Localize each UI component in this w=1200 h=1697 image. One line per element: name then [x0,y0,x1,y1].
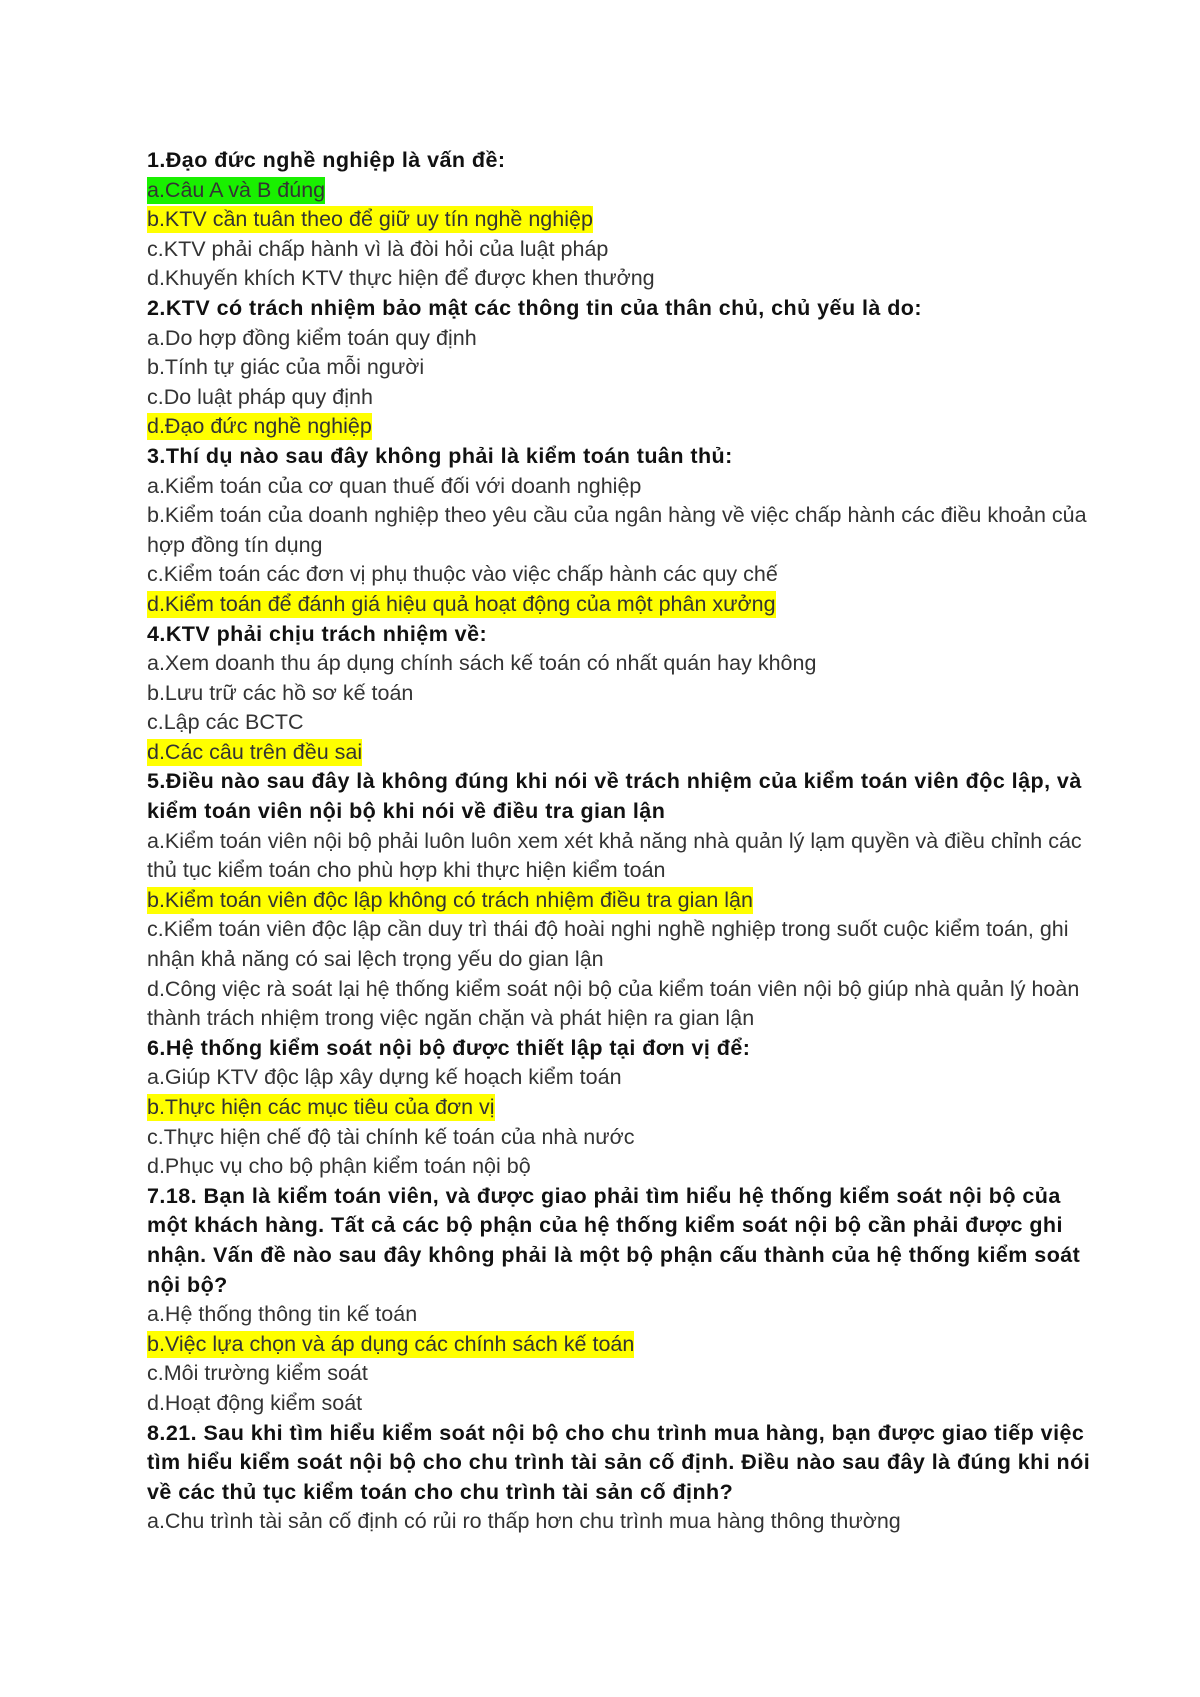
answer-option [147,708,1097,738]
answer-option [147,412,1097,442]
question-text: 6.Hệ thống kiểm soát nội bộ được thiết lập tại đơn vị để: [147,1035,751,1060]
question-text: 1.Đạo đức nghề nghiệp là vấn đề: [147,148,506,172]
answer-option [147,501,1097,560]
answer-option-text: d.Hoạt động kiểm soát [147,1390,363,1415]
answer-option-text: c.Thực hiện chế độ tài chính kế toán của nhà nước [147,1124,635,1149]
highlighted-answer-yellow: d.Các câu trên đều sai [147,739,363,764]
answer-option-text: c.Do luật pháp quy định [147,384,373,409]
answer-option [147,1389,1097,1419]
answer-option [147,1093,1097,1123]
answer-option [147,975,1097,1034]
answer-option [147,205,1097,235]
question-text: 8.21. Sau khi tìm hiểu kiểm soát nội bộ cho chu trình mua hàng, bạn được giao tiếp việc tìm hiểu kiểm soát nội bộ cho chu trình tài sản cố định. Điều nào sau đây là đúng khi nói về các thủ tục kiểm toán cho chu trình tài sản cố định? [147,1420,1091,1504]
highlighted-answer-yellow: d.Đạo đức nghề nghiệp [147,414,372,439]
answer-option-text: c.KTV phải chấp hành vì là đòi hỏi của luật pháp [147,236,609,261]
highlighted-answer-yellow: d.Kiểm toán để đánh giá hiệu quả hoạt động của một phân xưởng [147,591,776,616]
answer-option [147,1359,1097,1389]
answer-option-text: b.Tính tự giác của mỗi người [147,355,425,380]
question-text: 4.KTV phải chịu trách nhiệm về: [147,621,488,646]
question-text: 2.KTV có trách nhiệm bảo mật các thông tin của thân chủ, chủ yếu là do: [147,295,923,320]
answer-option-text: a.Do hợp đồng kiểm toán quy định [147,325,477,350]
answer-option-text: c.Môi trường kiểm soát [147,1361,368,1386]
answer-option-text: a.Kiểm toán viên nội bộ phải luôn luôn xem xét khả năng nhà quản lý lạm quyền và điều chỉnh các thủ tục kiểm toán cho phù hợp khi thực hiện kiểm toán [147,828,1082,883]
highlighted-answer-yellow: b.KTV cần tuân theo để giữ uy tín nghề nghiệp [147,207,593,232]
answer-option [147,472,1097,502]
answer-option [147,383,1097,413]
highlighted-answer-yellow: b.Thực hiện các mục tiêu của đơn vị [147,1095,495,1119]
answer-option-text: a.Kiểm toán của cơ quan thuế đối với doanh nghiệp [147,473,642,498]
highlighted-answer-yellow: b.Việc lựa chọn và áp dụng các chính sách kế toán [147,1331,635,1356]
answer-option [147,560,1097,590]
highlighted-answer-green: a.Câu A và B đúng [147,177,326,202]
answer-option [147,1152,1097,1182]
answer-option [147,1507,1097,1537]
answer-option [147,1123,1097,1153]
answer-option-text: b.Lưu trữ các hồ sơ kế toán [147,680,414,705]
answer-option [147,679,1097,709]
highlighted-answer-yellow: b.Kiểm toán viên độc lập không có trách nhiệm điều tra gian lận [147,887,753,912]
answer-option [147,264,1097,294]
answer-option-text: a.Xem doanh thu áp dụng chính sách kế toán có nhất quán hay không [147,651,817,676]
answer-option [147,738,1097,768]
answer-option [147,915,1097,974]
answer-option-text: c.Kiểm toán các đơn vị phụ thuộc vào việc chấp hành các quy chế [147,562,778,587]
quiz-page [147,146,1097,1537]
question-text: 3.Thí dụ nào sau đây không phải là kiểm toán tuân thủ: [147,443,733,468]
answer-option-text: a.Chu trình tài sản cố định có rủi ro thấp hơn chu trình mua hàng thông thường [147,1509,901,1534]
answer-option [147,1330,1097,1360]
answer-option-text: d.Khuyến khích KTV thực hiện để được khen thưởng [147,266,655,291]
answer-option-text: d.Phục vụ cho bộ phận kiểm toán nội bộ [147,1154,531,1179]
answer-option [147,176,1097,206]
answer-option [147,590,1097,620]
answer-option [147,886,1097,916]
answer-option [147,1300,1097,1330]
answer-option-text: a.Hệ thống thông tin kế toán [147,1302,418,1327]
answer-option [147,324,1097,354]
answer-option-text: d.Công việc rà soát lại hệ thống kiểm soát nội bộ của kiểm toán viên nội bộ giúp nhà quản lý hoàn thành trách nhiệm trong việc ngăn chặn và phát hiện ra gian lận [147,976,1080,1031]
answer-option-text: c.Lập các BCTC [147,710,304,735]
question-text: 7.18. Bạn là kiểm toán viên, và được giao phải tìm hiểu hệ thống kiểm soát nội bộ của một khách hàng. Tất cả các bộ phận của hệ thống kiểm soát nội bộ cần phải được ghi nhận. Vấn đề nào sau đây không phải là một bộ phận cấu thành của hệ thống kiểm soát nội bộ? [147,1183,1081,1297]
answer-option [147,353,1097,383]
answer-option [147,235,1097,265]
answer-option [147,827,1097,886]
answer-option [147,1063,1097,1093]
question-text: 5.Điều nào sau đây là không đúng khi nói về trách nhiệm của kiểm toán viên độc lập, và kiểm toán viên nội bộ khi nói về điều tra gian lận [147,769,1082,824]
answer-option-text: c.Kiểm toán viên độc lập cần duy trì thái độ hoài nghi nghề nghiệp trong suốt cuộc kiểm toán, ghi nhận khả năng có sai lệch trọng yếu do gian lận [147,917,1069,972]
answer-option [147,649,1097,679]
answer-option-text: b.Kiểm toán của doanh nghiệp theo yêu cầu của ngân hàng về việc chấp hành các điều khoản của hợp đồng tín dụng [147,503,1087,557]
answer-option-text: a.Giúp KTV độc lập xây dựng kế hoạch kiểm toán [147,1065,622,1090]
